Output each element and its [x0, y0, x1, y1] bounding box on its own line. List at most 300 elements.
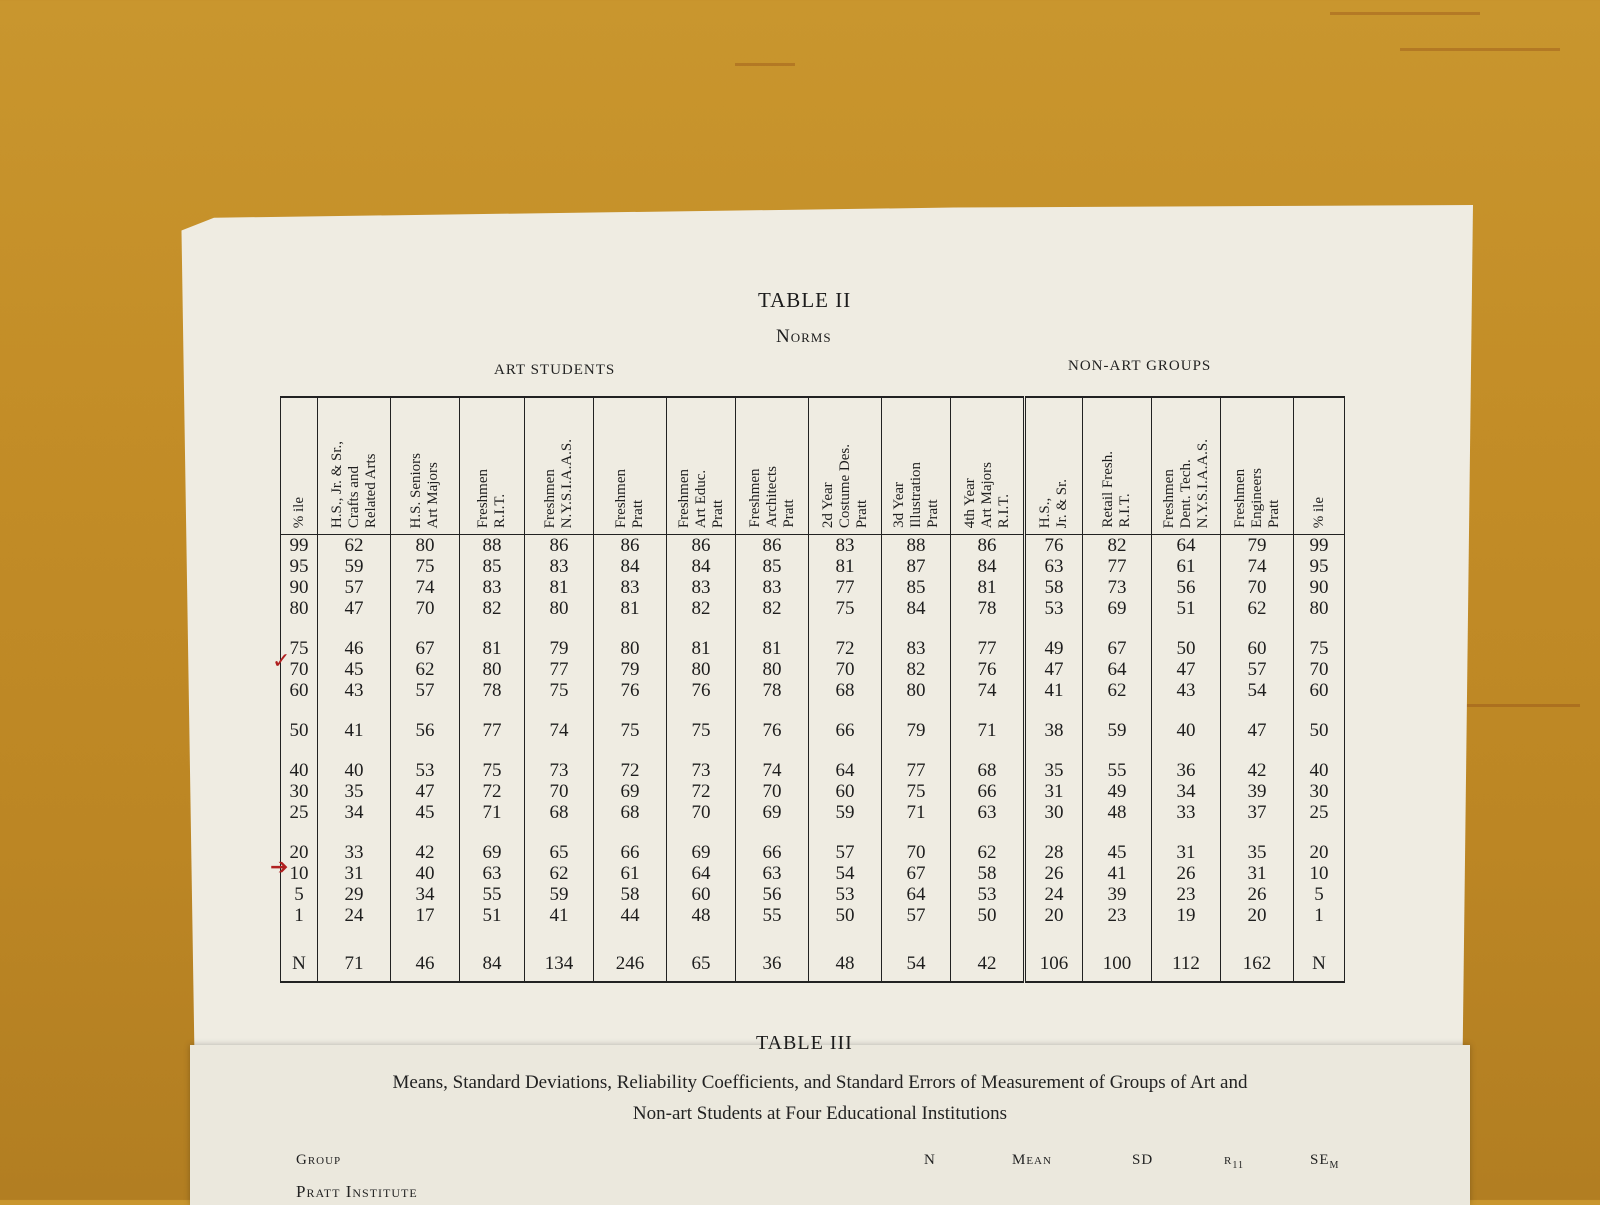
table-cell: 81 [809, 556, 882, 577]
table-cell: 58 [951, 863, 1025, 884]
table-cell: 86 [667, 535, 736, 557]
table-cell: 34 [391, 884, 460, 905]
table-cell: 54 [809, 863, 882, 884]
table-cell: 23 [1152, 884, 1221, 905]
norms-header-row [281, 397, 1345, 535]
spacer-cell [460, 619, 525, 638]
table-cell: 29 [318, 884, 391, 905]
spacer-cell [281, 741, 318, 760]
table-cell: 71 [318, 945, 391, 982]
spacer-cell [951, 701, 1025, 720]
table-cell: 70 [525, 781, 594, 802]
table-cell: 81 [667, 638, 736, 659]
table-cell: 80 [882, 680, 951, 701]
spacer-cell [391, 926, 460, 945]
table-cell: 44 [594, 905, 667, 926]
table-cell: 81 [736, 638, 809, 659]
table-cell: 69 [460, 842, 525, 863]
table-cell: 38 [1025, 720, 1083, 741]
table-cell: 45 [1083, 842, 1152, 863]
table-row [281, 535, 1345, 557]
table-cell: 81 [525, 577, 594, 598]
table-cell: 53 [809, 884, 882, 905]
table-cell: 134 [525, 945, 594, 982]
table-cell: 1 [281, 905, 318, 926]
spacer-cell [525, 926, 594, 945]
table-cell: 78 [460, 680, 525, 701]
table-cell: 36 [1152, 760, 1221, 781]
table-cell: 39 [1083, 884, 1152, 905]
table-cell: 42 [1221, 760, 1294, 781]
table-cell: 76 [667, 680, 736, 701]
spacer-cell [1025, 926, 1083, 945]
spacer-cell [736, 741, 809, 760]
table-row [281, 781, 1345, 802]
table-cell: 56 [391, 720, 460, 741]
table-cell: 80 [391, 535, 460, 557]
column-header-label: H.S., Jr. & Sr., Crafts and Related Arts [328, 440, 379, 528]
table-cell: 72 [594, 760, 667, 781]
non-art-groups-heading: NON-ART GROUPS [1068, 358, 1212, 374]
table-cell: 10 [281, 863, 318, 884]
table-cell: 31 [1221, 863, 1294, 884]
spacer-cell [1025, 701, 1083, 720]
spacer-cell [667, 701, 736, 720]
column-header [1025, 397, 1083, 535]
table-cell: 57 [809, 842, 882, 863]
spacer-row [281, 701, 1345, 720]
table-cell: 31 [1152, 842, 1221, 863]
table-cell: 66 [594, 842, 667, 863]
spacer-cell [1152, 619, 1221, 638]
table-cell: 26 [1221, 884, 1294, 905]
table-cell: 5 [281, 884, 318, 905]
table-cell: 69 [736, 802, 809, 823]
table-row [281, 802, 1345, 823]
table-cell: 46 [318, 638, 391, 659]
table-cell: 83 [667, 577, 736, 598]
table-cell: 59 [318, 556, 391, 577]
table-cell: 57 [391, 680, 460, 701]
table-cell: 62 [525, 863, 594, 884]
spacer-cell [525, 619, 594, 638]
table-3-title: TABLE III [756, 1032, 853, 1054]
table-cell: 39 [1221, 781, 1294, 802]
table-cell: 82 [460, 598, 525, 619]
spacer-cell [1294, 926, 1345, 945]
table-cell: 68 [809, 680, 882, 701]
col-group: Group [296, 1152, 342, 1168]
table-cell: 54 [1221, 680, 1294, 701]
column-header [525, 397, 594, 535]
table-cell: 76 [736, 720, 809, 741]
table-cell: 77 [809, 577, 882, 598]
table-cell: 76 [951, 659, 1025, 680]
table-cell: 40 [1152, 720, 1221, 741]
table-cell: 67 [1083, 638, 1152, 659]
table-cell: 40 [1294, 760, 1345, 781]
table-cell: 82 [736, 598, 809, 619]
spacer-cell [882, 701, 951, 720]
col-sd: SD [1132, 1152, 1154, 1168]
column-header-label: % ile [290, 496, 307, 528]
table-cell: 57 [1221, 659, 1294, 680]
table-row [281, 598, 1345, 619]
table-cell: 19 [1152, 905, 1221, 926]
spacer-cell [667, 926, 736, 945]
table-3-caption-line-2: Non-art Students at Four Educational Institutions [632, 1103, 1008, 1124]
table-cell: 48 [809, 945, 882, 982]
table-cell: 50 [1294, 720, 1345, 741]
table-cell: 112 [1152, 945, 1221, 982]
table-cell: 84 [882, 598, 951, 619]
spacer-cell [809, 741, 882, 760]
spacer-cell [809, 619, 882, 638]
table-cell: 47 [391, 781, 460, 802]
spacer-cell [1025, 823, 1083, 842]
spacer-cell [594, 926, 667, 945]
table-cell: 70 [281, 659, 318, 680]
table-cell: 83 [882, 638, 951, 659]
table-cell: 67 [391, 638, 460, 659]
table-cell: 84 [460, 945, 525, 982]
table-cell: 45 [318, 659, 391, 680]
col-r-label: r [1224, 1152, 1233, 1168]
norms-table [280, 396, 1345, 983]
spacer-cell [951, 741, 1025, 760]
table-cell: 66 [951, 781, 1025, 802]
table-cell: 88 [460, 535, 525, 557]
table-cell: 61 [594, 863, 667, 884]
table-cell: 83 [809, 535, 882, 557]
col-se-label: SE [1310, 1152, 1330, 1168]
table-cell: 55 [736, 905, 809, 926]
spacer-cell [736, 926, 809, 945]
table-3-caption-line-1: Means, Standard Deviations, Reliability Coefficients, and Standard Errors of Measurement of Groups of Art and [392, 1072, 1248, 1093]
table-row [281, 884, 1345, 905]
table-cell: 53 [391, 760, 460, 781]
table-cell: 67 [882, 863, 951, 884]
column-header [391, 397, 460, 535]
table-cell: 62 [1221, 598, 1294, 619]
table-cell: 20 [281, 842, 318, 863]
table-cell: 35 [318, 781, 391, 802]
table-cell: 90 [281, 577, 318, 598]
table-cell: 20 [1025, 905, 1083, 926]
table-cell: 65 [667, 945, 736, 982]
table-cell: 76 [1025, 535, 1083, 557]
table-cell: 77 [525, 659, 594, 680]
table-cell: 70 [391, 598, 460, 619]
table-cell: 71 [460, 802, 525, 823]
spacer-cell [1083, 619, 1152, 638]
spacer-cell [460, 701, 525, 720]
column-header [594, 397, 667, 535]
table-cell: 83 [736, 577, 809, 598]
table-cell: 63 [1025, 556, 1083, 577]
spacer-cell [1221, 926, 1294, 945]
table-cell: 57 [318, 577, 391, 598]
col-n: N [924, 1152, 936, 1168]
column-header [736, 397, 809, 535]
column-header [1294, 397, 1345, 535]
table-cell: 64 [882, 884, 951, 905]
table-cell: 62 [1083, 680, 1152, 701]
table-cell: 76 [594, 680, 667, 701]
spacer-row [281, 619, 1345, 638]
table-cell: 41 [1083, 863, 1152, 884]
table-cell: 40 [318, 760, 391, 781]
table-cell: 34 [318, 802, 391, 823]
table-cell: 75 [667, 720, 736, 741]
table-cell: 75 [525, 680, 594, 701]
table-cell: 50 [1152, 638, 1221, 659]
spacer-cell [1294, 619, 1345, 638]
spacer-cell [882, 926, 951, 945]
table-cell: 37 [1221, 802, 1294, 823]
table-cell: 55 [460, 884, 525, 905]
table-cell: 47 [318, 598, 391, 619]
table-cell: 75 [460, 760, 525, 781]
spacer-cell [882, 619, 951, 638]
table-cell: 72 [460, 781, 525, 802]
table-cell: 81 [951, 577, 1025, 598]
table-cell: 43 [1152, 680, 1221, 701]
table-cell: 79 [594, 659, 667, 680]
table-cell: 69 [594, 781, 667, 802]
table-cell: 84 [951, 556, 1025, 577]
table-cell: 66 [809, 720, 882, 741]
table-cell: 64 [1152, 535, 1221, 557]
table-cell: 63 [951, 802, 1025, 823]
table-cell: 24 [1025, 884, 1083, 905]
spacer-cell [736, 823, 809, 842]
spacer-cell [1152, 741, 1221, 760]
table-row [281, 577, 1345, 598]
table-cell: 79 [882, 720, 951, 741]
table-cell: 106 [1025, 945, 1083, 982]
table-cell: 70 [1221, 577, 1294, 598]
spacer-cell [318, 926, 391, 945]
table-cell: 10 [1294, 863, 1345, 884]
table-cell: 246 [594, 945, 667, 982]
spacer-cell [809, 701, 882, 720]
spacer-cell [1083, 823, 1152, 842]
column-header [1152, 397, 1221, 535]
spacer-cell [1294, 823, 1345, 842]
table-cell: 86 [594, 535, 667, 557]
spacer-cell [882, 823, 951, 842]
table-cell: 48 [1083, 802, 1152, 823]
table-cell: 82 [1083, 535, 1152, 557]
table-cell: 34 [1152, 781, 1221, 802]
table-cell: 31 [318, 863, 391, 884]
table-cell: 60 [1294, 680, 1345, 701]
table-row [281, 945, 1345, 982]
table-cell: 80 [736, 659, 809, 680]
table-cell: 77 [882, 760, 951, 781]
table-cell: 33 [318, 842, 391, 863]
table-cell: 17 [391, 905, 460, 926]
spacer-cell [667, 823, 736, 842]
table-cell: 99 [281, 535, 318, 557]
table-cell: 40 [281, 760, 318, 781]
spacer-cell [1083, 926, 1152, 945]
table-cell: 64 [809, 760, 882, 781]
spacer-cell [460, 926, 525, 945]
column-header [667, 397, 736, 535]
spacer-row [281, 823, 1345, 842]
table-cell: 36 [736, 945, 809, 982]
spacer-cell [1083, 741, 1152, 760]
table-cell: 72 [809, 638, 882, 659]
table-row [281, 556, 1345, 577]
table-cell: 24 [318, 905, 391, 926]
table-cell: 47 [1025, 659, 1083, 680]
table-row [281, 680, 1345, 701]
table-row [281, 720, 1345, 741]
table-cell: 87 [882, 556, 951, 577]
table-cell: 69 [1083, 598, 1152, 619]
spacer-cell [594, 741, 667, 760]
table-cell: 30 [1025, 802, 1083, 823]
column-header-label: % ile [1310, 496, 1327, 528]
table-cell: 80 [594, 638, 667, 659]
table-cell: 78 [736, 680, 809, 701]
table-cell: 77 [460, 720, 525, 741]
table-cell: 50 [281, 720, 318, 741]
table-cell: 56 [736, 884, 809, 905]
table-cell: 58 [594, 884, 667, 905]
spacer-cell [594, 619, 667, 638]
table-cell: 41 [525, 905, 594, 926]
spacer-cell [951, 619, 1025, 638]
table-cell: 20 [1221, 905, 1294, 926]
table-cell: 70 [667, 802, 736, 823]
spacer-cell [525, 701, 594, 720]
spacer-cell [736, 619, 809, 638]
spacer-cell [391, 619, 460, 638]
table-cell: 79 [525, 638, 594, 659]
spacer-cell [391, 741, 460, 760]
table-cell: 70 [882, 842, 951, 863]
table-cell: 59 [1083, 720, 1152, 741]
table-cell: 73 [1083, 577, 1152, 598]
table-cell: 41 [318, 720, 391, 741]
spacer-row [281, 926, 1345, 945]
spacer-cell [460, 823, 525, 842]
table-cell: 74 [1221, 556, 1294, 577]
table-cell: 51 [1152, 598, 1221, 619]
pen-arrow-mark: ➔ [270, 854, 289, 879]
column-header [809, 397, 882, 535]
column-header-label: Freshmen Dent. Tech. N.Y.S.I.A.A.S. [1160, 438, 1211, 528]
column-header [951, 397, 1025, 535]
col-r11 [1224, 1152, 1244, 1171]
spacer-cell [281, 823, 318, 842]
table-cell: 86 [525, 535, 594, 557]
table-cell: 64 [1083, 659, 1152, 680]
table-3-caption [290, 1067, 1350, 1129]
spacer-cell [667, 741, 736, 760]
column-header [1221, 397, 1294, 535]
table-cell: 81 [460, 638, 525, 659]
table-cell: 48 [667, 905, 736, 926]
table-cell: 100 [1083, 945, 1152, 982]
spacer-cell [460, 741, 525, 760]
table-cell: 26 [1025, 863, 1083, 884]
table-cell: 66 [736, 842, 809, 863]
table-cell: 62 [391, 659, 460, 680]
table-cell: 46 [391, 945, 460, 982]
table-cell: 54 [882, 945, 951, 982]
table-cell: 84 [667, 556, 736, 577]
spacer-cell [951, 823, 1025, 842]
spacer-cell [318, 619, 391, 638]
table-cell: 80 [460, 659, 525, 680]
table-cell: 77 [951, 638, 1025, 659]
table-cell: 70 [1294, 659, 1345, 680]
spacer-cell [281, 701, 318, 720]
spacer-cell [1221, 741, 1294, 760]
table-cell: 60 [809, 781, 882, 802]
column-header-label: H.S. Seniors Art Majors [408, 452, 441, 528]
table-cell: 57 [882, 905, 951, 926]
table-cell: 83 [525, 556, 594, 577]
spacer-cell [1221, 619, 1294, 638]
table-cell: 70 [809, 659, 882, 680]
table-cell: 26 [1152, 863, 1221, 884]
table-cell: 75 [281, 638, 318, 659]
table-row [281, 760, 1345, 781]
spacer-cell [1294, 741, 1345, 760]
table-cell: 74 [736, 760, 809, 781]
table-cell: 95 [1294, 556, 1345, 577]
table-cell: 80 [1294, 598, 1345, 619]
table-cell: 62 [318, 535, 391, 557]
table-cell: 31 [1025, 781, 1083, 802]
table-cell: 68 [525, 802, 594, 823]
table-cell: 49 [1025, 638, 1083, 659]
table-cell: 82 [667, 598, 736, 619]
table-cell: 68 [594, 802, 667, 823]
column-header-label: Freshmen Art Educ. Pratt [675, 468, 726, 528]
table-cell: 63 [460, 863, 525, 884]
spacer-cell [882, 741, 951, 760]
column-header-label: Freshmen Architects Pratt [746, 466, 797, 528]
table-cell: 80 [525, 598, 594, 619]
table-cell: 75 [809, 598, 882, 619]
table-cell: 50 [951, 905, 1025, 926]
table-cell: 60 [281, 680, 318, 701]
table-cell: 40 [391, 863, 460, 884]
table-row [281, 842, 1345, 863]
table-cell: 86 [736, 535, 809, 557]
table-cell: 80 [281, 598, 318, 619]
table-2-subtitle: Norms [776, 326, 832, 347]
spacer-cell [1025, 741, 1083, 760]
table-cell: 85 [736, 556, 809, 577]
table-cell: 58 [1025, 577, 1083, 598]
table-cell: N [281, 945, 318, 982]
table-row [281, 659, 1345, 680]
table-cell: 35 [1221, 842, 1294, 863]
table-cell: 30 [1294, 781, 1345, 802]
first-row-group: Pratt Institute [296, 1182, 418, 1201]
table-row [281, 863, 1345, 884]
pen-check-mark: ✓ [272, 648, 291, 673]
table-cell: 90 [1294, 577, 1345, 598]
